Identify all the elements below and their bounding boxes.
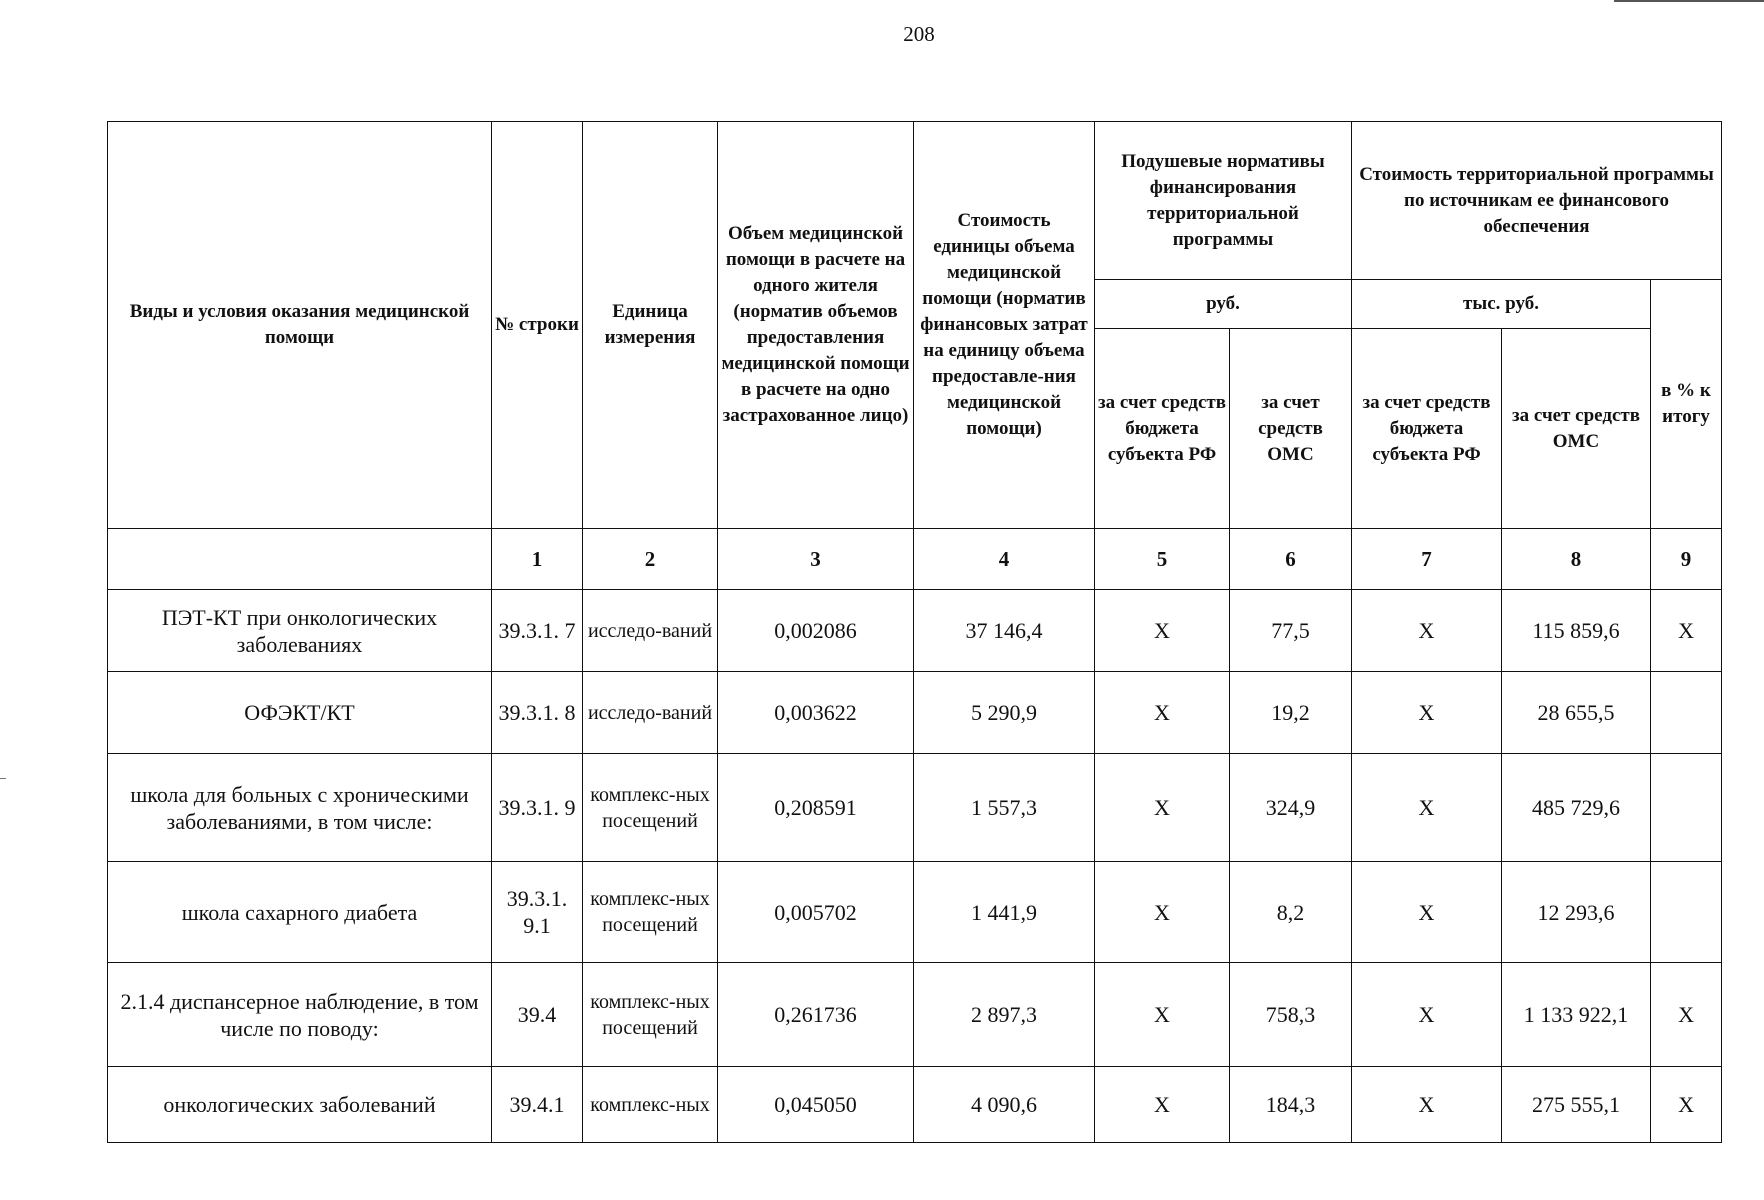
cell-type: онкологических заболеваний <box>108 1067 492 1143</box>
cell-percent: X <box>1651 590 1722 672</box>
cell-cost: 1 557,3 <box>914 754 1095 862</box>
table-row <box>108 672 1722 754</box>
column-number: 7 <box>1352 529 1502 590</box>
cell-oms-total: 12 293,6 <box>1502 862 1651 963</box>
cell-type: ОФЭКТ/КТ <box>108 672 492 754</box>
column-number: 6 <box>1230 529 1352 590</box>
cell-cost: 1 441,9 <box>914 862 1095 963</box>
cell-row-number: 39.3.1. 7 <box>492 590 583 672</box>
cell-cost: 37 146,4 <box>914 590 1095 672</box>
cell-type: ПЭТ-КТ при онкологических заболеваниях <box>108 590 492 672</box>
header-budget-percapita: за счет средств бюджета субъекта РФ <box>1095 329 1230 529</box>
cell-oms-percapita: 324,9 <box>1230 754 1352 862</box>
cell-oms-percapita: 8,2 <box>1230 862 1352 963</box>
cell-unit: исследо-ваний <box>583 672 718 754</box>
column-number: 2 <box>583 529 718 590</box>
cell-row-number: 39.3.1. 9.1 <box>492 862 583 963</box>
cell-budget-total: X <box>1352 862 1502 963</box>
header-volume: Объем медицинской помощи в расчете на одного жителя (норматив объемов предоставления медицинской помощи в расчете на одно застрахованное лицо) <box>718 122 914 529</box>
header-percapita-group: Подушевые нормативы финансирования территориальной программы <box>1095 122 1352 280</box>
column-number <box>108 529 492 590</box>
cell-volume: 0,045050 <box>718 1067 914 1143</box>
cell-type: 2.1.4 диспансерное наблюдение, в том числе по поводу: <box>108 963 492 1067</box>
cell-oms-total: 28 655,5 <box>1502 672 1651 754</box>
header-thousand-rub: тыс. руб. <box>1352 280 1651 329</box>
table-row <box>108 963 1722 1067</box>
cell-unit: комплекс-ных посещений <box>583 754 718 862</box>
column-number: 4 <box>914 529 1095 590</box>
cell-budget-total: X <box>1352 963 1502 1067</box>
column-number: 3 <box>718 529 914 590</box>
cell-volume: 0,261736 <box>718 963 914 1067</box>
column-number: 1 <box>492 529 583 590</box>
column-number: 8 <box>1502 529 1651 590</box>
cell-oms-total: 275 555,1 <box>1502 1067 1651 1143</box>
cell-budget-percapita: X <box>1095 963 1230 1067</box>
table-row <box>108 590 1722 672</box>
cell-unit: комплекс-ных посещений <box>583 963 718 1067</box>
cell-budget-percapita: X <box>1095 672 1230 754</box>
cell-volume: 0,005702 <box>718 862 914 963</box>
page-side-mark <box>0 778 6 779</box>
cell-unit: комплекс-ных <box>583 1067 718 1143</box>
cell-unit: исследо-ваний <box>583 590 718 672</box>
cell-type: школа сахарного диабета <box>108 862 492 963</box>
cell-percent: X <box>1651 1067 1722 1143</box>
table-row <box>108 1067 1722 1143</box>
cell-budget-percapita: X <box>1095 862 1230 963</box>
header-type: Виды и условия оказания медицинской помощи <box>108 122 492 529</box>
cell-row-number: 39.4.1 <box>492 1067 583 1143</box>
cell-oms-percapita: 184,3 <box>1230 1067 1352 1143</box>
cell-percent <box>1651 672 1722 754</box>
cell-cost: 5 290,9 <box>914 672 1095 754</box>
cell-budget-total: X <box>1352 590 1502 672</box>
header-program-group: Стоимость территориальной программы по источникам ее финансового обеспечения <box>1352 122 1722 280</box>
cell-type: школа для больных с хроническими заболеваниями, в том числе: <box>108 754 492 862</box>
header-oms-percapita: за счет средств ОМС <box>1230 329 1352 529</box>
table-row <box>108 862 1722 963</box>
cell-percent <box>1651 862 1722 963</box>
cell-oms-percapita: 19,2 <box>1230 672 1352 754</box>
column-number: 9 <box>1651 529 1722 590</box>
cell-cost: 2 897,3 <box>914 963 1095 1067</box>
cell-budget-percapita: X <box>1095 590 1230 672</box>
cell-budget-percapita: X <box>1095 754 1230 862</box>
cell-row-number: 39.3.1. 8 <box>492 672 583 754</box>
header-cost: Стоимость единицы объема медицинской помощи (норматив финансовых затрат на единицу объема предоставле-ния медицинской помощи) <box>914 122 1095 529</box>
cell-percent <box>1651 754 1722 862</box>
cell-unit: комплекс-ных посещений <box>583 862 718 963</box>
header-percent: в % к итогу <box>1651 280 1722 529</box>
header-budget-total: за счет средств бюджета субъекта РФ <box>1352 329 1502 529</box>
header-unit: Единица измерения <box>583 122 718 529</box>
cell-budget-total: X <box>1352 672 1502 754</box>
cell-budget-total: X <box>1352 1067 1502 1143</box>
cell-oms-total: 115 859,6 <box>1502 590 1651 672</box>
cell-volume: 0,208591 <box>718 754 914 862</box>
cell-row-number: 39.4 <box>492 963 583 1067</box>
cell-volume: 0,003622 <box>718 672 914 754</box>
cell-cost: 4 090,6 <box>914 1067 1095 1143</box>
header-oms-total: за счет средств ОМС <box>1502 329 1651 529</box>
cell-budget-percapita: X <box>1095 1067 1230 1143</box>
column-number: 5 <box>1095 529 1230 590</box>
cell-oms-percapita: 77,5 <box>1230 590 1352 672</box>
cell-oms-percapita: 758,3 <box>1230 963 1352 1067</box>
cell-oms-total: 485 729,6 <box>1502 754 1651 862</box>
header-row-number: № строки <box>492 122 583 529</box>
page-number: 208 <box>903 22 935 46</box>
cell-volume: 0,002086 <box>718 590 914 672</box>
cell-row-number: 39.3.1. 9 <box>492 754 583 862</box>
page-corner-line <box>1614 0 1764 2</box>
cell-budget-total: X <box>1352 754 1502 862</box>
table-row <box>108 754 1722 862</box>
cell-percent: X <box>1651 963 1722 1067</box>
cell-oms-total: 1 133 922,1 <box>1502 963 1651 1067</box>
header-rub: руб. <box>1095 280 1352 329</box>
financing-table <box>107 121 1722 1143</box>
